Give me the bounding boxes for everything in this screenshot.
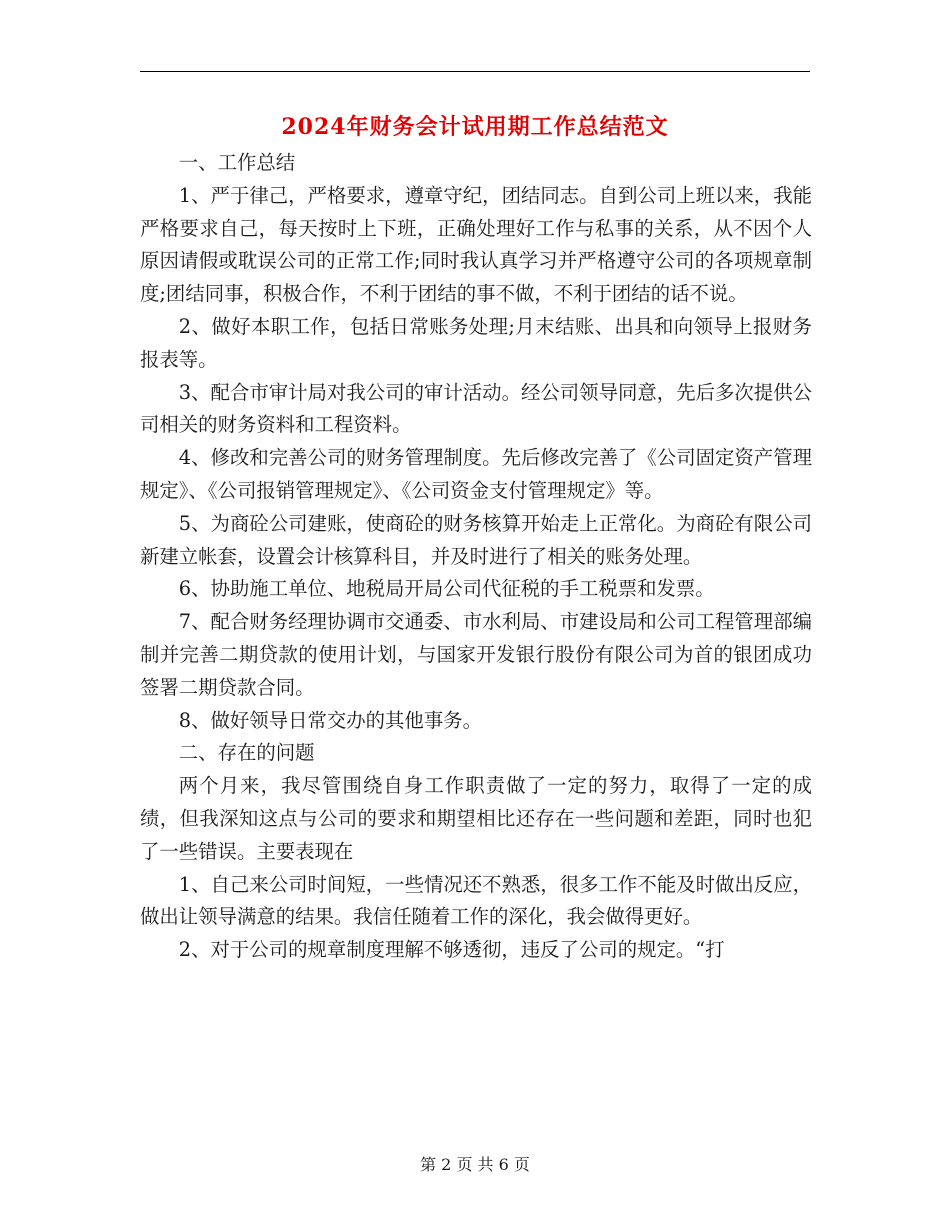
paragraph: 两个月来，我尽管围绕自身工作职责做了一定的努力，取得了一定的成绩，但我深知这点与公司的要求和期望相比还存在一些问题和差距，同时也犯了一些错误。主要表现在 [140,774,812,863]
paragraph: 1、严于律己，严格要求，遵章守纪，团结同志。自到公司上班以来，我能严格要求自己，每天按时上下班，正确处理好工作与私事的关系，从不因个人原因请假或耽误公司的正常工作;同时我认真学习并严格遵守公司的各项规章制度;团结同事，积极合作，不利于团结的事不做，不利于团结的话不说。 [140,183,812,306]
paragraph: 3、配合市审计局对我公司的审计活动。经公司领导同意，先后多次提供公司相关的财务资料和工程资料。 [140,380,812,437]
paragraph: 7、配合财务经理协调市交通委、市水利局、市建设局和公司工程管理部编制并完善二期贷款的使用计划，与国家开发银行股份有限公司为首的银团成功签署二期贷款合同。 [140,610,812,699]
section-heading: 二、存在的问题 [178,741,315,765]
header-rule [140,71,810,72]
paragraph: 1、自己来公司时间短，一些情况还不熟悉，很多工作不能及时做出反应，做出让领导满意的结果。我信任随着工作的深化，我会做得更好。 [140,872,812,929]
document-title: 2024年财务会计试用期工作总结范文 [281,114,669,140]
paragraph: 8、做好领导日常交办的其他事务。 [178,708,482,732]
paragraph: 4、修改和完善公司的财务管理制度。先后修改完善了《公司固定资产管理规定》、《公司报销管理规定》、《公司资金支付管理规定》等。 [140,446,812,502]
page-footer: 第 2 页 共 6 页 [420,1155,530,1174]
paragraph: 6、协助施工单位、地税局开局公司代征税的手工税票和发票。 [178,577,715,601]
paragraph: 5、为商砼公司建账，使商砼的财务核算开始走上正常化。为商砼有限公司新建立帐套，设置会计核算科目，并及时进行了相关的账务处理。 [140,511,812,568]
document-body [140,147,812,967]
paragraph: 2、对于公司的规章制度理解不够透彻，违反了公司的规定。“打 [178,938,725,962]
section-heading: 一、工作总结 [178,151,296,174]
paragraph: 2、做好本职工作，包括日常账务处理;月末结账、出具和向领导上报财务报表等。 [140,314,812,371]
